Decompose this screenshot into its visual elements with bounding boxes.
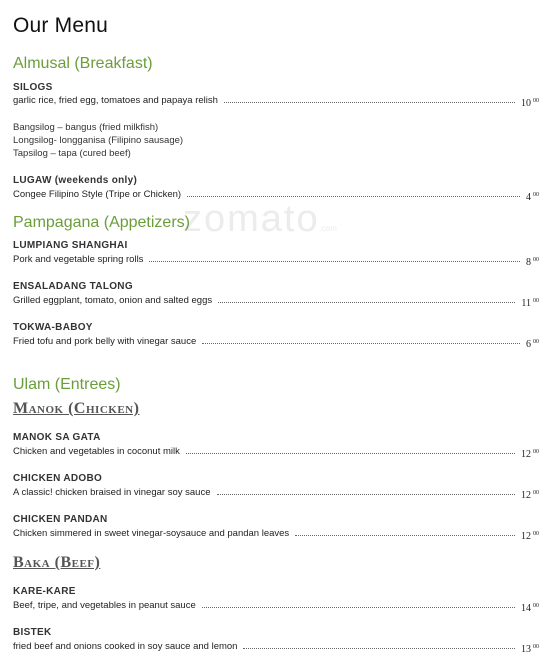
item-name: CHICKEN ADOBO bbox=[13, 473, 103, 484]
dot-leader bbox=[218, 301, 515, 303]
dot-leader bbox=[224, 101, 515, 103]
dot-leader bbox=[243, 647, 515, 649]
item-name: KARE-KARE bbox=[13, 586, 76, 597]
item-price: 8 $^{00}$ bbox=[526, 257, 539, 268]
subsection-chicken: Manok (Chicken) bbox=[13, 400, 140, 417]
item-desc: Grilled eggplant, tomato, onion and salted eggs bbox=[13, 295, 213, 306]
menu-row bbox=[13, 445, 539, 460]
item-price: 6 $^{00}$ bbox=[526, 339, 539, 350]
menu-row bbox=[13, 486, 539, 501]
menu-row bbox=[13, 253, 539, 268]
item-name: ENSALADANG TALONG bbox=[13, 281, 133, 292]
item-desc: A classic! chicken braised in vinegar soy sauce bbox=[13, 487, 211, 498]
item-name: SILOGS bbox=[13, 82, 53, 93]
item-desc: garlic rice, fried egg, tomatoes and papaya relish bbox=[13, 95, 218, 106]
menu-row bbox=[13, 335, 539, 350]
dot-leader bbox=[217, 493, 516, 495]
dot-leader bbox=[295, 534, 515, 536]
silog-note: Bangsilog – bangus (fried milkfish) bbox=[13, 122, 159, 133]
section-appetizers: Pampagana (Appetizers) bbox=[13, 214, 190, 231]
section-entrees: Ulam (Entrees) bbox=[13, 376, 121, 393]
item-price: 14 $^{00}$ bbox=[521, 603, 539, 614]
subsection-beef: Baka (Beef) bbox=[13, 554, 101, 571]
silog-note: Longsilog- longganisa (Filipino sausage) bbox=[13, 135, 184, 146]
item-desc: fried beef and onions cooked in soy sauce and lemon bbox=[13, 641, 238, 652]
item-desc: Chicken and vegetables in coconut milk bbox=[13, 446, 180, 457]
dot-leader bbox=[202, 342, 520, 344]
item-desc: Pork and vegetable spring rolls bbox=[13, 254, 144, 265]
item-name: BISTEK bbox=[13, 627, 52, 638]
section-breakfast: Almusal (Breakfast) bbox=[13, 55, 153, 72]
item-desc: Beef, tripe, and vegetables in peanut sauce bbox=[13, 600, 196, 611]
menu-row bbox=[13, 640, 539, 655]
silog-note: Tapsilog – tapa (cured beef) bbox=[13, 148, 131, 159]
watermark: zomato.com bbox=[183, 198, 337, 240]
item-price: 12 $^{00}$ bbox=[521, 449, 539, 460]
item-name: CHICKEN PANDAN bbox=[13, 514, 108, 525]
item-price: 4 $^{00}$ bbox=[526, 192, 539, 203]
menu-row bbox=[13, 599, 539, 614]
item-desc: Congee Filipino Style (Tripe or Chicken) bbox=[13, 189, 182, 200]
menu-title: Our Menu bbox=[13, 14, 108, 37]
item-price: 12 $^{00}$ bbox=[521, 490, 539, 501]
menu-row bbox=[13, 294, 539, 309]
item-desc: Fried tofu and pork belly with vinegar sauce bbox=[13, 336, 197, 347]
menu-row bbox=[13, 527, 539, 542]
item-price: 12 $^{00}$ bbox=[521, 531, 539, 542]
dot-leader bbox=[187, 195, 520, 197]
item-desc: Chicken simmered in sweet vinegar-soysauce and pandan leaves bbox=[13, 528, 290, 539]
dot-leader bbox=[149, 260, 520, 262]
dot-leader bbox=[202, 606, 515, 608]
item-price: 11 $^{00}$ bbox=[521, 298, 539, 309]
item-price: 13 $^{00}$ bbox=[521, 644, 539, 655]
menu-row bbox=[13, 94, 539, 109]
menu-row bbox=[13, 188, 539, 203]
item-name: TOKWA-BABOY bbox=[13, 322, 93, 333]
item-price: 10 $^{00}$ bbox=[521, 98, 539, 109]
item-name: LUGAW (weekends only) bbox=[13, 175, 138, 186]
item-name: MANOK SA GATA bbox=[13, 432, 101, 443]
dot-leader bbox=[186, 452, 515, 454]
item-name: LUMPIANG SHANGHAI bbox=[13, 240, 128, 251]
